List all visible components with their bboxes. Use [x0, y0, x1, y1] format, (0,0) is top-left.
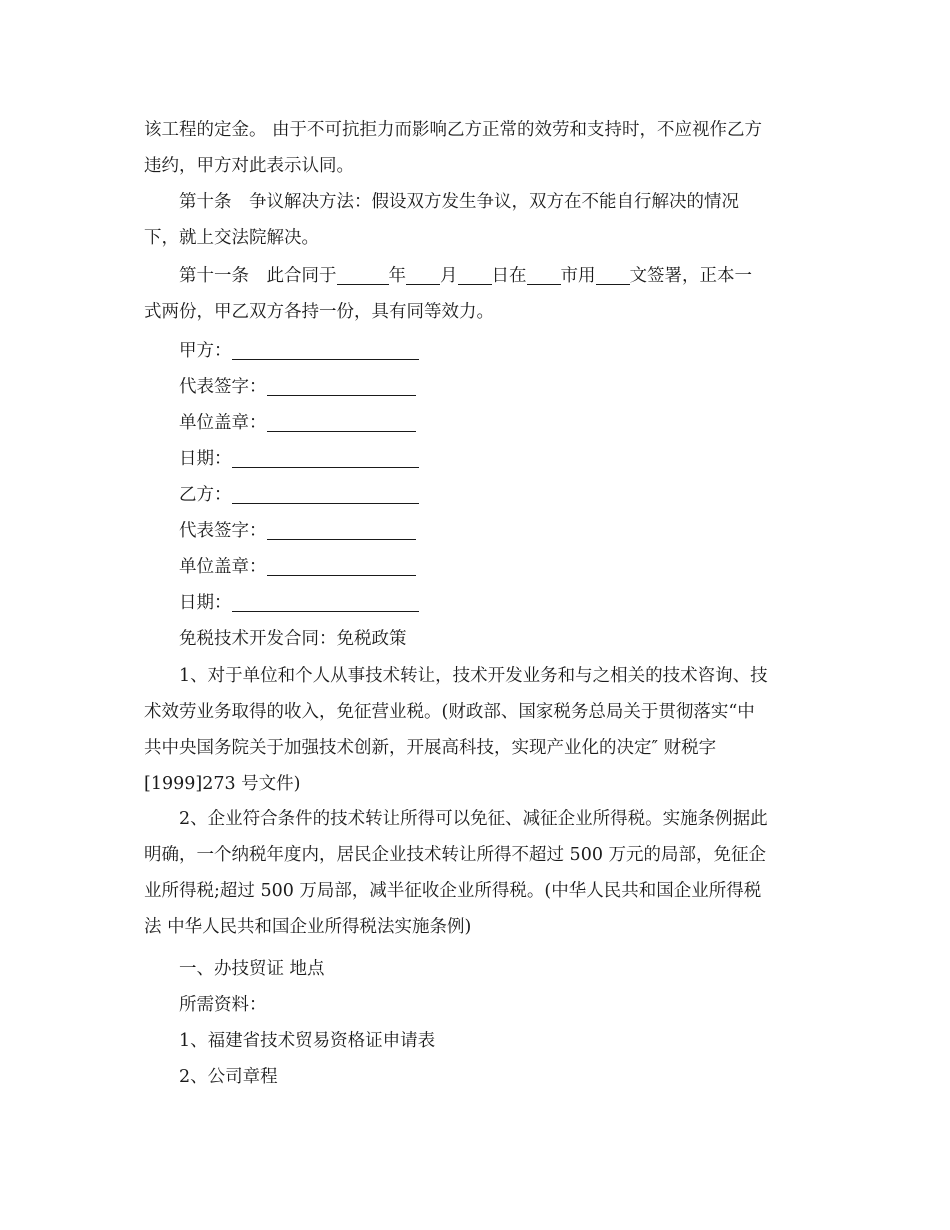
- date-a-field: [179, 441, 419, 477]
- material-item: 1、福建省技术贸易资格证申请表: [179, 1031, 436, 1051]
- paragraph-policy-2: [144, 801, 816, 945]
- field-label: 单位盖章：: [179, 413, 267, 433]
- procedure-heading: 一、办技贸证 地点: [179, 959, 325, 979]
- field-label: 代表签字：: [179, 377, 267, 397]
- year-blank: [337, 266, 389, 285]
- city-blank: [527, 266, 561, 285]
- party-a-field: [179, 333, 419, 369]
- text-line: 式两份，甲乙双方各持一份，具有同等效力。: [144, 302, 494, 322]
- seal-b-blank: [267, 557, 416, 576]
- rep-b-field: [179, 513, 416, 549]
- day-blank: [458, 266, 492, 285]
- field-label: 代表签字：: [179, 521, 267, 541]
- text-segment: 文签署，正本一: [629, 266, 752, 286]
- text-line: 下，就上交法院解决。: [144, 228, 319, 248]
- field-label: 日期：: [179, 449, 232, 469]
- date-b-field: [179, 585, 419, 621]
- material-item: 2、公司章程: [179, 1067, 278, 1087]
- paragraph-force-majeure: [144, 112, 816, 184]
- text-segment: 第十一条 此合同于: [179, 266, 337, 286]
- field-label: 甲方：: [179, 341, 232, 361]
- month-blank: [406, 266, 440, 285]
- seal-a-blank: [267, 413, 416, 432]
- rep-a-field: [179, 369, 416, 405]
- field-label: 乙方：: [179, 485, 232, 505]
- text-segment: 日在: [491, 266, 527, 286]
- paragraph-policy-1: [144, 658, 816, 802]
- text-line: 法 中华人民共和国企业所得税法实施条例): [144, 917, 472, 937]
- field-label: 日期：: [179, 593, 232, 613]
- date-a-blank: [232, 449, 419, 468]
- date-b-blank: [232, 593, 419, 612]
- rep-a-blank: [267, 377, 416, 396]
- text-line: [1999]273 号文件): [144, 774, 301, 794]
- text-line: 共中央国务院关于加强技术创新，开展高科技，实现产业化的决定″ 财税字: [144, 738, 717, 758]
- seal-b-field: [179, 549, 416, 585]
- text-segment: 月: [440, 266, 458, 286]
- text-line: [144, 258, 816, 294]
- party-a-blank: [232, 341, 419, 360]
- text-line: 术效劳业务取得的收入，免征营业税。(财政部、国家税务总局关于贯彻落实“中: [144, 702, 755, 722]
- text-segment: 市用: [560, 266, 596, 286]
- text-line: 业所得税;超过 500 万局部，减半征收企业所得税。(中华人民共和国企业所得税: [144, 881, 762, 901]
- rep-b-blank: [267, 521, 416, 540]
- seal-a-field: [179, 405, 416, 441]
- section-title: 免税技术开发合同：免税政策: [179, 629, 407, 649]
- text-line: 1、对于单位和个人从事技术转让，技术开发业务和与之相关的技术咨询、技: [179, 666, 768, 686]
- text-line: 该工程的定金。 由于不可抗拒力而影响乙方正常的效劳和支持时，不应视作乙方: [144, 120, 763, 140]
- field-label: 单位盖章：: [179, 557, 267, 577]
- text-line: 第十条 争议解决方法：假设双方发生争议，双方在不能自行解决的情况: [179, 192, 739, 212]
- text-line: 违约，甲方对此表示认同。: [144, 156, 354, 176]
- text-line: 明确，一个纳税年度内，居民企业技术转让所得不超过 500 万元的局部，免征企: [144, 845, 767, 865]
- party-b-field: [179, 477, 419, 513]
- text-line: 2、企业符合条件的技术转让所得可以免征、减征企业所得税。实施条例据此: [179, 809, 768, 829]
- paragraph-article-10: [144, 184, 816, 256]
- party-b-blank: [232, 485, 419, 504]
- materials-label: 所需资料：: [179, 995, 267, 1015]
- text-segment: 年: [388, 266, 406, 286]
- paragraph-article-11: [144, 258, 816, 330]
- language-blank: [596, 266, 630, 285]
